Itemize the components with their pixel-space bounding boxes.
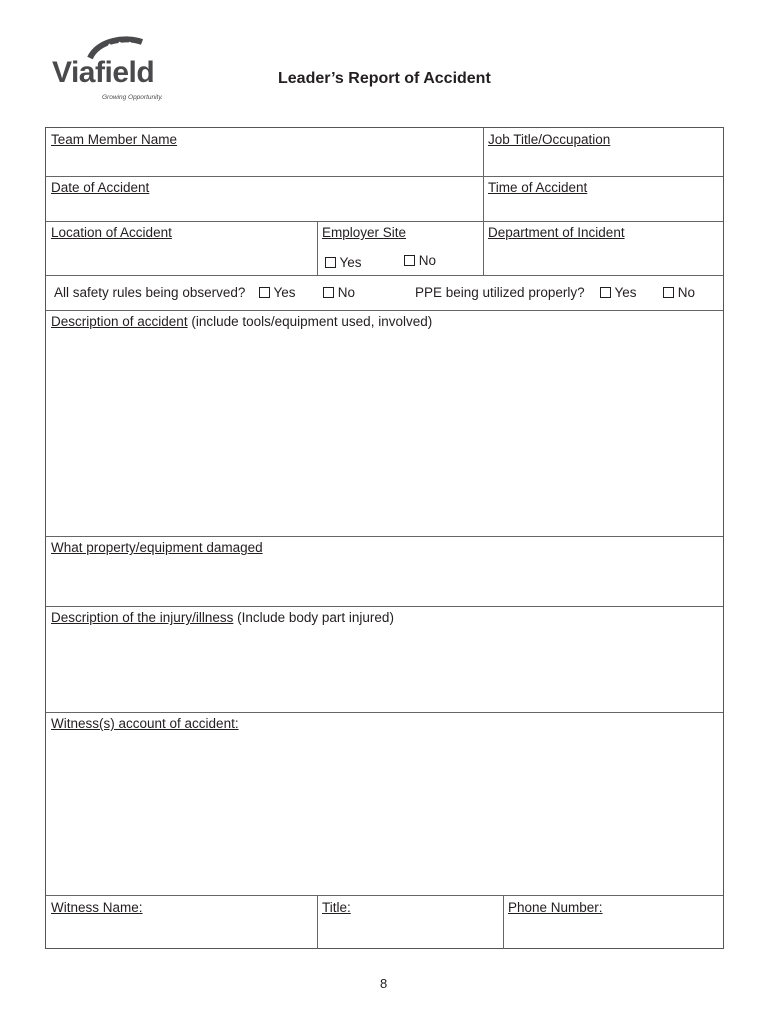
- ppe-no-checkbox[interactable]: [663, 287, 674, 298]
- employer-site-yes-label: Yes: [339, 255, 362, 270]
- description-heading: [51, 314, 432, 329]
- viafield-logo: [48, 36, 178, 106]
- safety-rules-question: All safety rules being observed?: [54, 285, 246, 300]
- ppe-yes-checkbox[interactable]: [600, 287, 611, 298]
- ppe-no-option[interactable]: [663, 285, 695, 300]
- employer-site-yes-checkbox[interactable]: [325, 257, 336, 268]
- row-divider: [46, 275, 723, 276]
- accident-report-form: [45, 127, 724, 949]
- row-divider: [46, 536, 723, 537]
- col-divider: [483, 221, 484, 275]
- col-divider: [317, 221, 318, 275]
- witness-account-field[interactable]: [46, 734, 723, 892]
- description-label: Description of accident: [51, 314, 188, 329]
- injury-label: Description of the injury/illness: [51, 610, 234, 625]
- col-divider: [503, 895, 504, 949]
- injury-field[interactable]: [46, 628, 723, 710]
- row-divider: [46, 712, 723, 713]
- employer-site-no-checkbox[interactable]: [404, 255, 415, 266]
- ppe-question: PPE being utilized properly?: [415, 285, 585, 300]
- row-divider: [46, 895, 723, 896]
- safety-no-option[interactable]: [323, 285, 355, 300]
- team-member-name-label: Team Member Name: [51, 132, 178, 147]
- ppe-yes-option[interactable]: [600, 285, 637, 300]
- ppe-yes-label: Yes: [614, 285, 637, 300]
- property-damaged-label: What property/equipment damaged: [51, 540, 263, 555]
- employer-site-yes-option[interactable]: [325, 255, 362, 270]
- ppe-no-label: No: [677, 285, 696, 300]
- row-divider: [46, 176, 723, 177]
- property-damaged-field[interactable]: [46, 558, 723, 604]
- row-divider: [46, 310, 723, 311]
- injury-heading: [51, 610, 394, 625]
- department-of-incident-label: Department of Incident: [488, 225, 625, 240]
- employer-site-no-label: No: [418, 253, 437, 268]
- page-number: 8: [380, 976, 388, 991]
- phone-number-label: Phone Number:: [508, 900, 603, 915]
- description-note: (include tools/equipment used, involved): [187, 314, 433, 329]
- employer-site-no-option[interactable]: [404, 253, 436, 268]
- col-divider: [483, 128, 484, 176]
- time-of-accident-label: Time of Accident: [488, 180, 588, 195]
- safety-no-label: No: [337, 285, 356, 300]
- description-field[interactable]: [46, 333, 723, 533]
- date-of-accident-label: Date of Accident: [51, 180, 150, 195]
- witness-account-label: Witness(s) account of accident:: [51, 716, 239, 731]
- logo-tagline: Growing Opportunity.: [102, 94, 163, 101]
- job-title-label: Job Title/Occupation: [488, 132, 611, 147]
- col-divider: [483, 176, 484, 221]
- safety-yes-checkbox[interactable]: [259, 287, 270, 298]
- witness-title-label: Title:: [322, 900, 351, 915]
- safety-yes-label: Yes: [273, 285, 296, 300]
- employer-site-label: Employer Site: [322, 225, 407, 240]
- logo-wordmark: Viafield: [52, 56, 155, 89]
- page-title: Leader’s Report of Accident: [278, 70, 491, 87]
- row-divider: [46, 221, 723, 222]
- safety-no-checkbox[interactable]: [323, 287, 334, 298]
- safety-yes-option[interactable]: [259, 285, 296, 300]
- location-of-accident-label: Location of Accident: [51, 225, 172, 240]
- witness-name-label: Witness Name:: [51, 900, 143, 915]
- col-divider: [317, 895, 318, 949]
- injury-note: (Include body part injured): [233, 610, 394, 625]
- row-divider: [46, 606, 723, 607]
